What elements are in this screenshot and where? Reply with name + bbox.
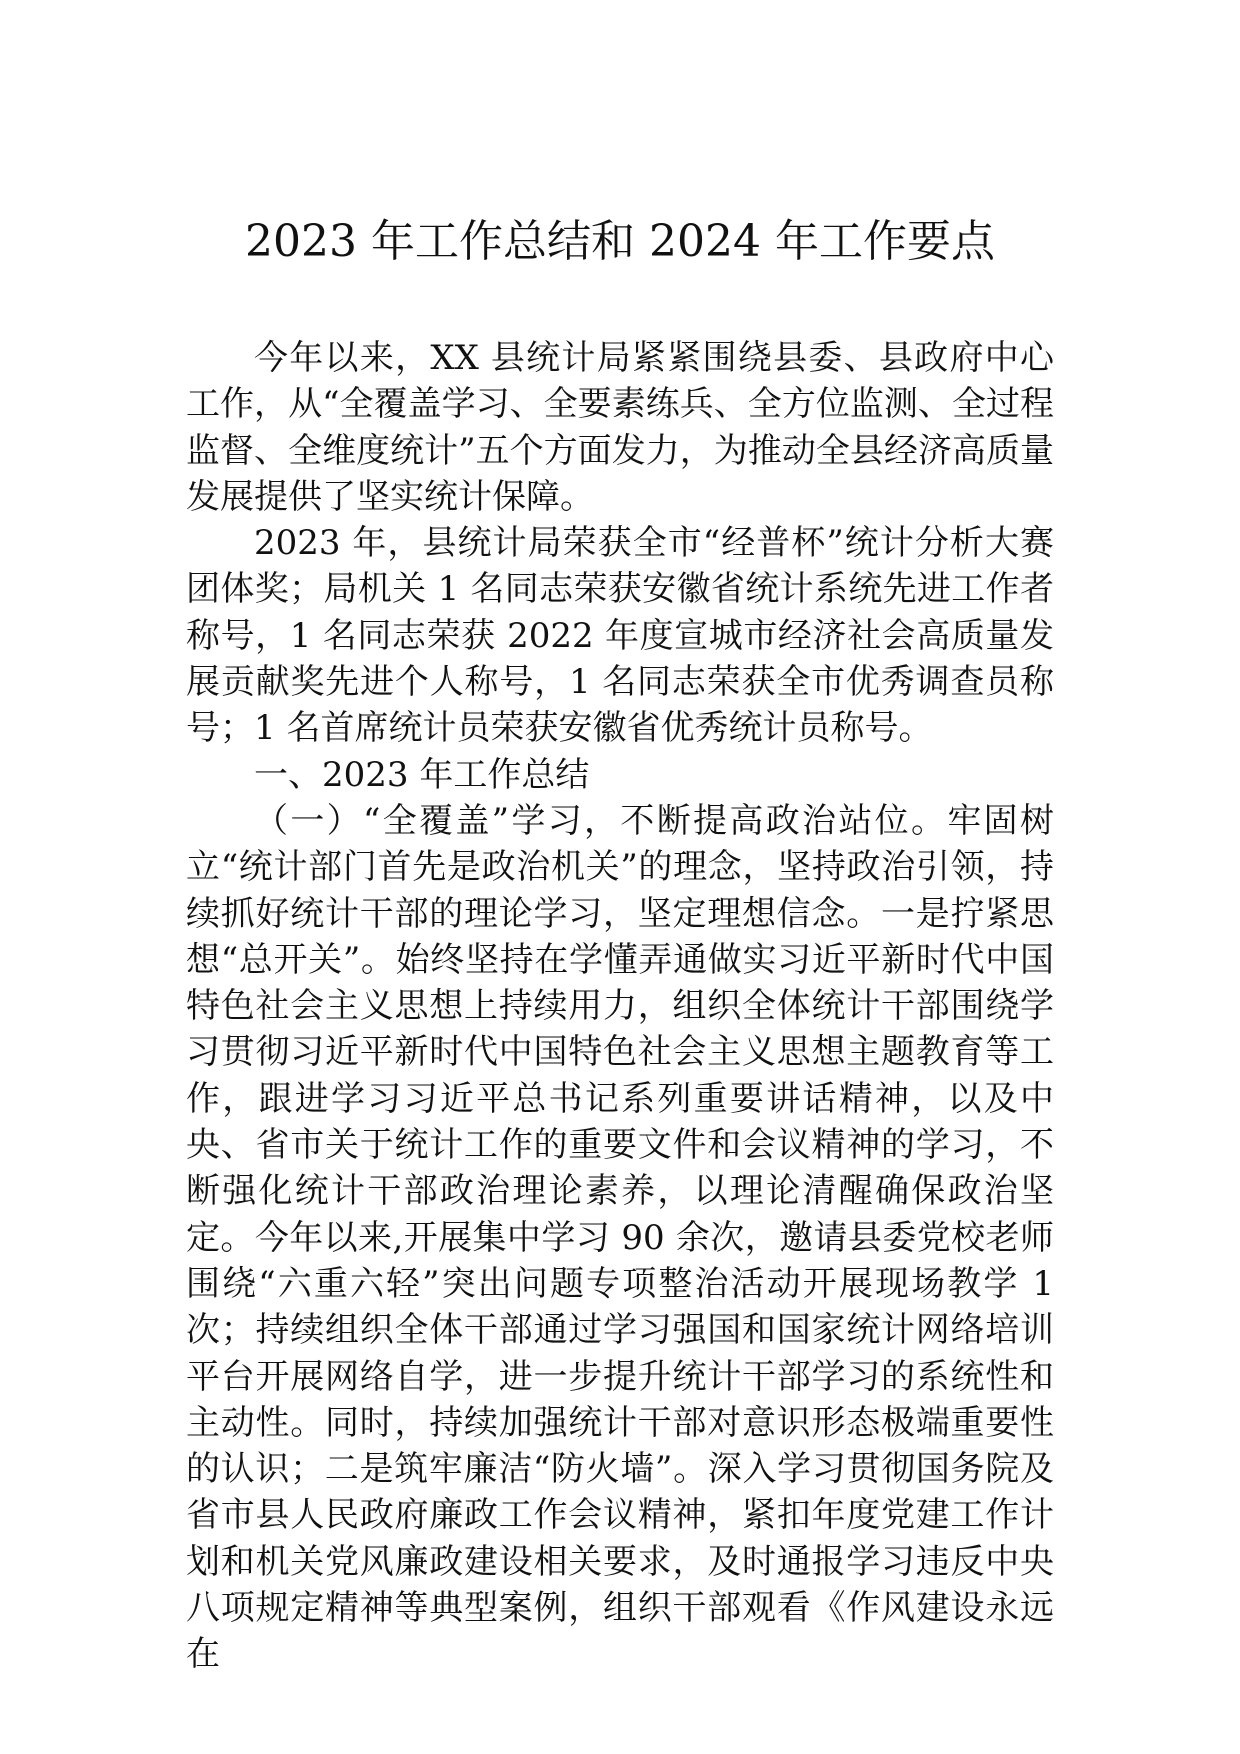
section-heading: 一、2023 年工作总结 <box>254 754 590 795</box>
awards-paragraph: 2023 年，县统计局荣获全市“经普杯”统计分析大赛团体奖；局机关 1 名同志荣获安徽省统计系统先进工作者称号，1 名同志荣获 2022 年度宣城市经济社会高质量发展贡献奖先进个人称号，1 名同志荣获全市优秀调查员称号；1 名首席统计员荣获安徽省优秀统计员称号。 <box>186 523 1054 749</box>
intro-paragraph: 今年以来，XX 县统计局紧紧围绕县委、县政府中心工作，从“全覆盖学习、全要素练兵、全方位监测、全过程监督、全维度统计”五个方面发力，为推动全县经济高质量发展提供了坚实统计保障。 <box>186 338 1054 517</box>
section-paragraph: （一）“全覆盖”学习，不断提高政治站位。牢固树立“统计部门首先是政治机关”的理念，坚持政治引领，持续抓好统计干部的理论学习，坚定理想信念。一是拧紧思想“总开关”。始终坚持在学懂弄通做实习近平新时代中国特色社会主义思想上持续用力，组织全体统计干部围绕学习贯彻习近平新时代中国特色社会主义思想主题教育等工作，跟进学习习近平总书记系列重要讲话精神，以及中央、省市关于统计工作的重要文件和会议精神的学习，不断强化统计干部政治理论素养，以理论清醒确保政治坚定。今年以来,开展集中学习 90 余次，邀请县委党校老师围绕“六重六轻”突出问题专项整治活动开展现场教学 1 次；持续组织全体干部通过学习强国和国家统计网络培训平台开展网络自学，进一步提升统计干部学习的系统性和主动性。同时，持续加强统计干部对意识形态极端重要性的认识；二是筑牢廉洁“防火墙”。深入学习贯彻国务院及省市县人民政府廉政工作会议精神，紧扣年度党建工作计划和机关党风廉政建设相关要求，及时通报学习违反中央八项规定精神等典型案例，组织干部观看《作风建设永远在 <box>186 800 1054 1675</box>
document-title: 2023 年工作总结和 2024 年工作要点 <box>245 216 995 267</box>
document-body <box>186 335 1054 1678</box>
